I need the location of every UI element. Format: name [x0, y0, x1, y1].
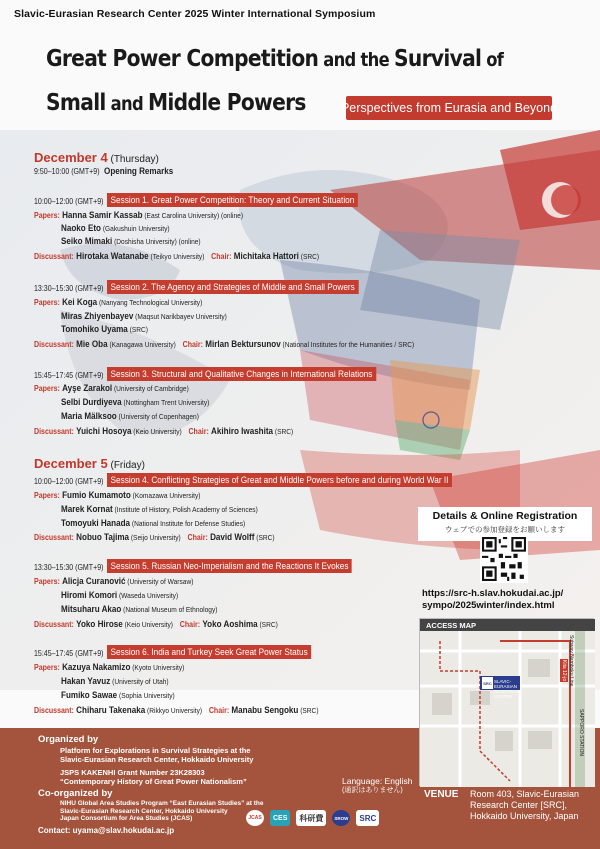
s1-title: Session 1. Great Power Competition: Theory and Current Situation: [107, 193, 358, 207]
s5-paper2: Hiromi Komori (Waseda University): [61, 590, 179, 600]
co-organized-label: Co-organized by: [38, 788, 113, 799]
access-map[interactable]: [419, 618, 594, 786]
logo-kakenhi: 科研費: [296, 810, 326, 826]
s4-discussant: Discussant: Nobuo Tajima (Seijo University) Chair: David Wolff (SRC): [34, 532, 275, 542]
s4-time: 10:00–12:00 (GMT+9): [34, 477, 104, 486]
s6-paper1: Papers: Kazuya Nakamizo (Kyoto University): [34, 662, 185, 672]
s4-paper2: Marek Kornat (Institute of History, Polish Academy of Sciences): [61, 504, 258, 514]
day1-heading: December 4 (Thursday): [34, 150, 159, 165]
map-center-label: SLAVIC-EURASIAN RESEARCH CENTER: [494, 679, 520, 699]
logo-srow: SROW: [332, 810, 350, 826]
day2-heading: December 5 (Friday): [34, 456, 145, 471]
registration-title: Details & Online Registration: [432, 510, 578, 522]
qr-code[interactable]: [480, 535, 528, 583]
logo-ces: CES: [270, 810, 290, 826]
s2-discussant: Discussant: Mie Oba (Kanagawa University) Chair: Mirlan Bektursunov (National Institutes for the Humanities / SRC): [34, 339, 415, 349]
venue-address: Room 403, Slavic-Eurasian Research Center [SRC], Hokkaido University, Japan: [470, 789, 580, 821]
symposium-title: Slavic-Eurasian Research Center 2025 Winter International Symposium: [14, 8, 376, 20]
s3-title: Session 3. Structural and Qualitative Changes in International Relations: [107, 367, 376, 381]
co-organizers: NIHU Global Area Studies Program “East Eurasian Studies” at the Slavic-Eurasian Research Center, Hokkaido University Japan Consortium for Area Studies (JCAS): [60, 800, 264, 822]
contact-email[interactable]: Contact: uyama@slav.hokudai.ac.jp: [38, 826, 175, 835]
s3-discussant: Discussant: Yuichi Hosoya (Keio University) Chair: Akihiro Iwashita (SRC): [34, 426, 294, 436]
s1-discussant: Discussant: Hirotaka Watanabe (Teikyo University) Chair: Michitaka Hattori (SRC): [34, 251, 320, 261]
s1-paper3: Seiko Mimaki (Doshisha University) (online): [61, 236, 201, 246]
sponsor-logos: [246, 810, 379, 826]
s1-paper2: Naoko Eto (Gakushuin University): [61, 223, 170, 233]
subtitle: Perspectives from Eurasia and Beyond: [346, 96, 552, 120]
map-subway-label: Subway Namboku Line: [568, 635, 574, 687]
s5-discussant: Discussant: Yoko Hirose (Keio University) Chair: Yoko Aoshima (SRC): [34, 619, 278, 629]
s6-discussant: Discussant: Chiharu Takenaka (Rikkyo University) Chair: Manabu Sengoku (SRC): [34, 705, 319, 715]
s1-paper1: Papers: Hanna Samir Kassab (East Carolina University) (online): [34, 210, 244, 220]
logo-src: SRC: [356, 810, 379, 826]
map-station2-label: SAPPORO STATION: [578, 709, 584, 757]
s6-paper2: Hakan Yavuz (University of Utah): [61, 676, 169, 686]
registration-url[interactable]: https://src-h.slav.hokudai.ac.jp/ sympo/2025winter/index.html: [422, 588, 564, 611]
s6-time: 15:45–17:45 (GMT+9): [34, 649, 104, 658]
s2-paper2: Miras Zhiyenbayev (Maqsut Narikbayev University): [61, 311, 227, 321]
s6-paper3: Fumiko Sawae (Sophia University): [61, 690, 175, 700]
organizer-jsps: JSPS KAKENHI Grant Number 23K28303 “Contemporary History of Great Power Nationalism”: [60, 768, 247, 786]
venue-label: VENUE: [424, 789, 459, 800]
s4-paper3: Tomoyuki Hanada (National Institute for Defense Studies): [61, 518, 246, 528]
s3-time: 15:45–17:45 (GMT+9): [34, 371, 104, 380]
s3-paper3: Maria Mälksoo (University of Copenhagen): [61, 411, 199, 421]
s1-time: 10:00–12:00 (GMT+9): [34, 197, 104, 206]
s6-title: Session 6. India and Turkey Seek Great Power Status: [107, 645, 311, 659]
s4-paper1: Papers: Fumio Kumamoto (Komazawa University): [34, 490, 201, 500]
main-title-line1: Great Power Competition and the Survival of: [46, 44, 504, 72]
s3-paper1: Papers: Ayşe Zarakol (University of Cambridge): [34, 383, 189, 393]
registration-jp: ウェブでの参加登録をお願いします: [445, 525, 565, 534]
s3-paper2: Selbi Durdiyeva (Nottingham Trent University): [61, 397, 210, 407]
main-title-line2: Small and Middle Powers: [46, 88, 306, 116]
s2-time: 13:30–15:30 (GMT+9): [34, 284, 104, 293]
s5-title: Session 5. Russian Neo-Imperialism and the Reactions It Evokes: [107, 559, 352, 573]
opening-remarks: 9:50–10:00 (GMT+9) Opening Remarks: [34, 166, 174, 176]
s2-paper3: Tomohiko Uyama (SRC): [61, 324, 148, 334]
s4-title: Session 4. Conflicting Strategies of Great and Middle Powers before and during World War II: [107, 473, 452, 487]
s5-paper1: Papers: Alicja Curanović (University of Warsaw): [34, 576, 194, 586]
language-note: Language: English (通訳はありません): [342, 776, 413, 794]
access-map-title: ACCESS MAP: [420, 619, 595, 631]
logo-jcas: JCAS: [246, 810, 264, 826]
organized-by-label: Organized by: [38, 734, 99, 745]
s2-paper1: Papers: Kei Koga (Nanyang Technological University): [34, 297, 203, 307]
map-src-logo: SRC: [482, 677, 493, 689]
organizer-platform: Platform for Explorations in Survival Strategies at the Slavic-Eurasian Research Center, Hokkaido University: [60, 746, 254, 764]
s5-time: 13:30–15:30 (GMT+9): [34, 563, 104, 572]
map-station-label: Kita 12-jo: [561, 660, 567, 682]
s5-paper3: Mitsuharu Akao (National Museum of Ethnology): [61, 604, 218, 614]
s2-title: Session 2. The Agency and Strategies of Middle and Small Powers: [107, 280, 358, 294]
